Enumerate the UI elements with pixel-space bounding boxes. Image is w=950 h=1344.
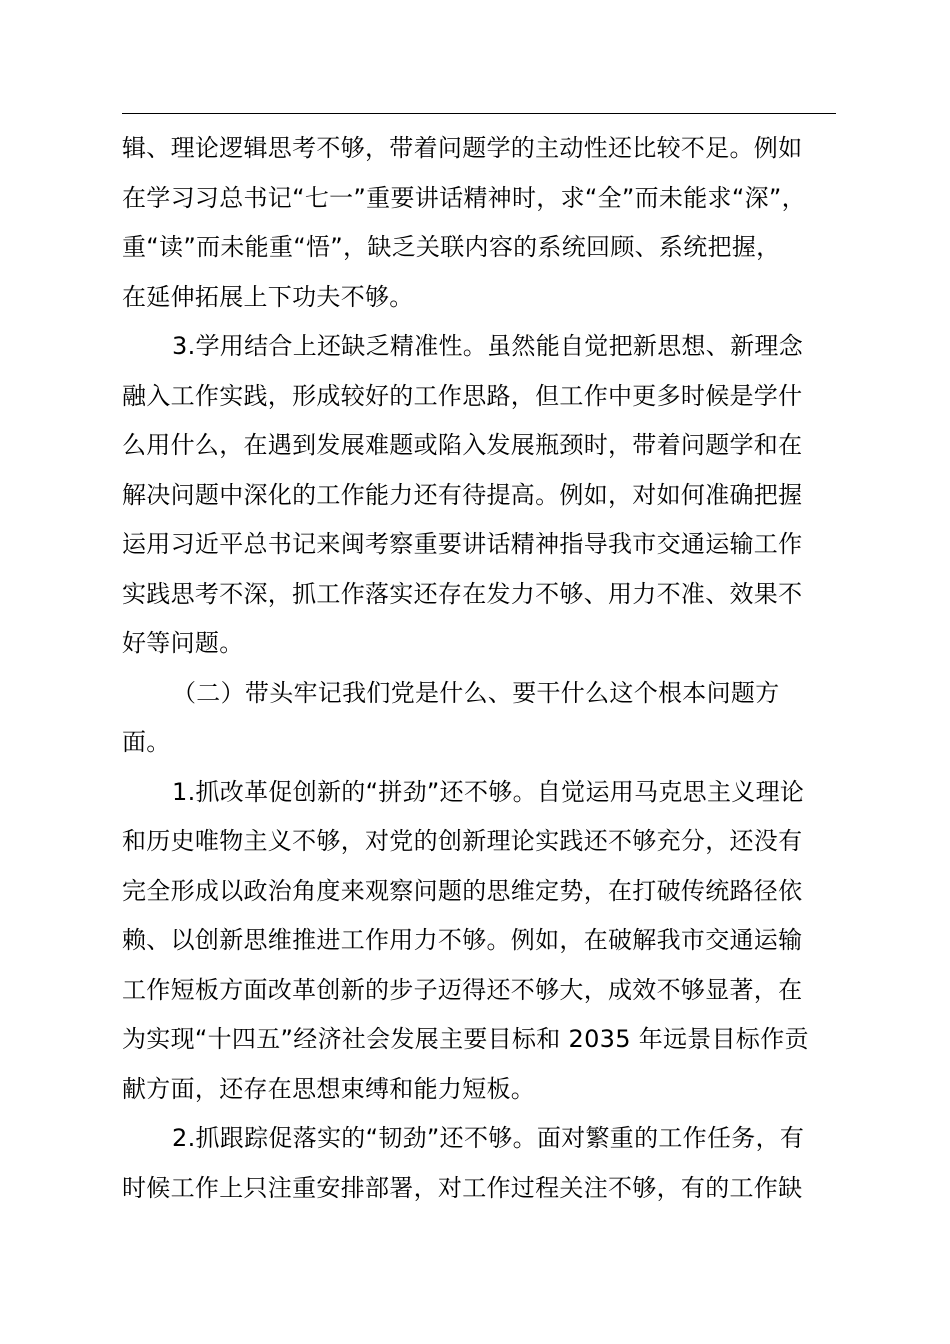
text-line: 为实现“十四五”经济社会发展主要目标和 2035 年远景目标作贡 <box>122 1025 809 1053</box>
text-line: 运用习近平总书记来闽考察重要讲话精神指导我市交通运输工作 <box>122 530 803 558</box>
text-line: 在延伸拓展上下功夫不够。 <box>122 282 414 311</box>
text-line: 面。 <box>122 728 171 756</box>
text-line: 1.抓改革促创新的“拼劲”还不够。自觉运用马克思主义理论 <box>172 777 805 806</box>
text-line: 解决问题中深化的工作能力还有待提高。例如，对如何准确把握 <box>122 480 803 509</box>
text-line: 赖、以创新思维推进工作用力不够。例如，在破解我市交通运输 <box>122 926 803 954</box>
text-line: 工作短板方面改革创新的步子迈得还不够大，成效不够显著，在 <box>122 975 803 1004</box>
text-line: 2.抓跟踪促落实的“韧劲”还不够。面对繁重的工作任务，有 <box>172 1124 805 1152</box>
text-line: 重“读”而未能重“悟”，缺乏关联内容的系统回顾、系统把握， <box>122 233 781 261</box>
text-line: 和历史唯物主义不够，对党的创新理论实践还不够充分，还没有 <box>122 827 803 855</box>
text-line: 好等问题。 <box>122 629 244 657</box>
body-text <box>122 124 837 1213</box>
text-line: 融入工作实践，形成较好的工作思路，但工作中更多时候是学什 <box>122 381 803 410</box>
text-line: 在学习习总书记“七一”重要讲话精神时，求“全”而未能求“深”， <box>122 183 806 212</box>
text-line: 么用什么，在遇到发展难题或陷入发展瓶颈时，带着问题学和在 <box>122 431 803 459</box>
text-line: 辑、理论逻辑思考不够，带着问题学的主动性还比较不足。例如 <box>122 134 803 162</box>
text-line: 实践思考不深，抓工作落实还存在发力不够、用力不准、效果不 <box>122 579 803 608</box>
text-line: （二）带头牢记我们党是什么、要干什么这个根本问题方 <box>172 678 780 707</box>
text-line: 3.学用结合上还缺乏精准性。虽然能自觉把新思想、新理念 <box>172 332 803 360</box>
text-line: 献方面，还存在思想束缚和能力短板。 <box>122 1074 536 1103</box>
text-line: 时候工作上只注重安排部署，对工作过程关注不够，有的工作缺 <box>122 1173 803 1202</box>
header-rule <box>122 113 836 114</box>
text-line: 完全形成以政治角度来观察问题的思维定势，在打破传统路径依 <box>122 876 803 905</box>
